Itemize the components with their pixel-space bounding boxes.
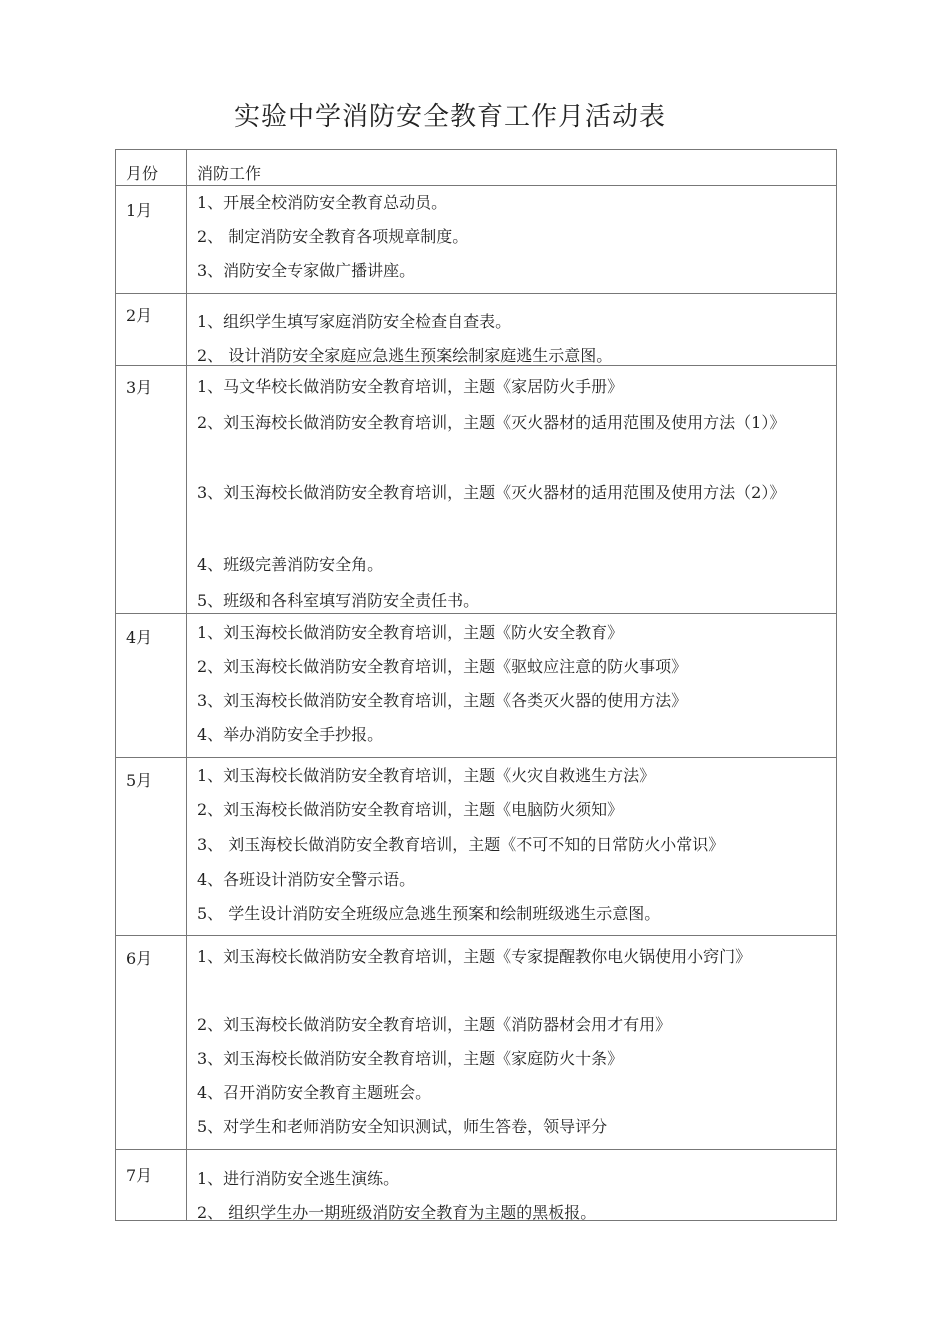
list-item: 4、举办消防安全手抄报。 — [197, 725, 384, 744]
list-item: 3、消防安全专家做广播讲座。 — [197, 261, 416, 280]
list-item: 3、 刘玉海校长做消防安全教育培训，主题《不可不知的日常防火小常识》 — [197, 835, 725, 854]
row-divider — [116, 365, 836, 366]
list-item: 1、进行消防安全逃生演练。 — [197, 1169, 400, 1188]
page-title: 实验中学消防安全教育工作月活动表 — [233, 102, 666, 132]
month-label-apr: 4月 — [126, 628, 153, 647]
list-item: 2、刘玉海校长做消防安全教育培训，主题《消防器材会用才有用》 — [197, 1015, 672, 1034]
row-divider — [116, 1149, 836, 1150]
list-item: 5、班级和各科室填写消防安全责任书。 — [197, 591, 480, 610]
row-divider — [116, 757, 836, 758]
list-item: 1、刘玉海校长做消防安全教育培训，主题《火灾自救逃生方法》 — [197, 766, 656, 785]
list-item: 2、刘玉海校长做消防安全教育培训，主题《驱蚊应注意的防火事项》 — [197, 657, 688, 676]
list-item: 5、 学生设计消防安全班级应急逃生预案和绘制班级逃生示意图。 — [197, 904, 661, 923]
list-item: 3、刘玉海校长做消防安全教育培训，主题《家庭防火十条》 — [197, 1049, 624, 1068]
list-item: 5、对学生和老师消防安全知识测试，师生答卷，领导评分 — [197, 1117, 608, 1136]
list-item: 1、刘玉海校长做消防安全教育培训，主题《专家提醒教你电火锅使用小窍门》 — [197, 947, 752, 966]
list-item: 3、刘玉海校长做消防安全教育培训，主题《各类灭火器的使用方法》 — [197, 691, 688, 710]
list-item: 1、组织学生填写家庭消防安全检查自查表。 — [197, 312, 512, 331]
row-divider — [116, 293, 836, 294]
header-work: 消防工作 — [197, 164, 262, 183]
list-item: 1、马文华校长做消防安全教育培训，主题《家居防火手册》 — [197, 377, 624, 396]
list-item: 2、刘玉海校长做消防安全教育培训，主题《电脑防火须知》 — [197, 800, 624, 819]
list-item: 2、 制定消防安全教育各项规章制度。 — [197, 227, 469, 246]
list-item: 2、 设计消防安全家庭应急逃生预案绘制家庭逃生示意图。 — [197, 346, 613, 365]
list-item: 2、 组织学生办一期班级消防安全教育为主题的黑板报。 — [197, 1203, 597, 1222]
list-item: 1、开展全校消防安全教育总动员。 — [197, 193, 448, 212]
column-divider — [186, 150, 187, 1220]
list-item: 3、刘玉海校长做消防安全教育培训，主题《灭火器材的适用范围及使用方法（2）》 — [197, 483, 786, 502]
list-item: 4、班级完善消防安全角。 — [197, 555, 384, 574]
list-item: 2、刘玉海校长做消防安全教育培训，主题《灭火器材的适用范围及使用方法（1）》 — [197, 413, 786, 432]
month-label-jun: 6月 — [126, 949, 153, 968]
list-item: 4、召开消防安全教育主题班会。 — [197, 1083, 432, 1102]
header-month: 月份 — [126, 164, 159, 183]
activity-table — [115, 149, 837, 1221]
month-label-jan: 1月 — [126, 201, 153, 220]
month-label-may: 5月 — [126, 771, 153, 790]
month-label-jul: 7月 — [126, 1166, 153, 1185]
list-item: 4、各班设计消防安全警示语。 — [197, 870, 416, 889]
row-divider — [116, 935, 836, 936]
month-label-mar: 3月 — [126, 378, 153, 397]
list-item: 1、刘玉海校长做消防安全教育培训，主题《防火安全教育》 — [197, 623, 624, 642]
row-divider — [116, 613, 836, 614]
month-label-feb: 2月 — [126, 306, 153, 325]
